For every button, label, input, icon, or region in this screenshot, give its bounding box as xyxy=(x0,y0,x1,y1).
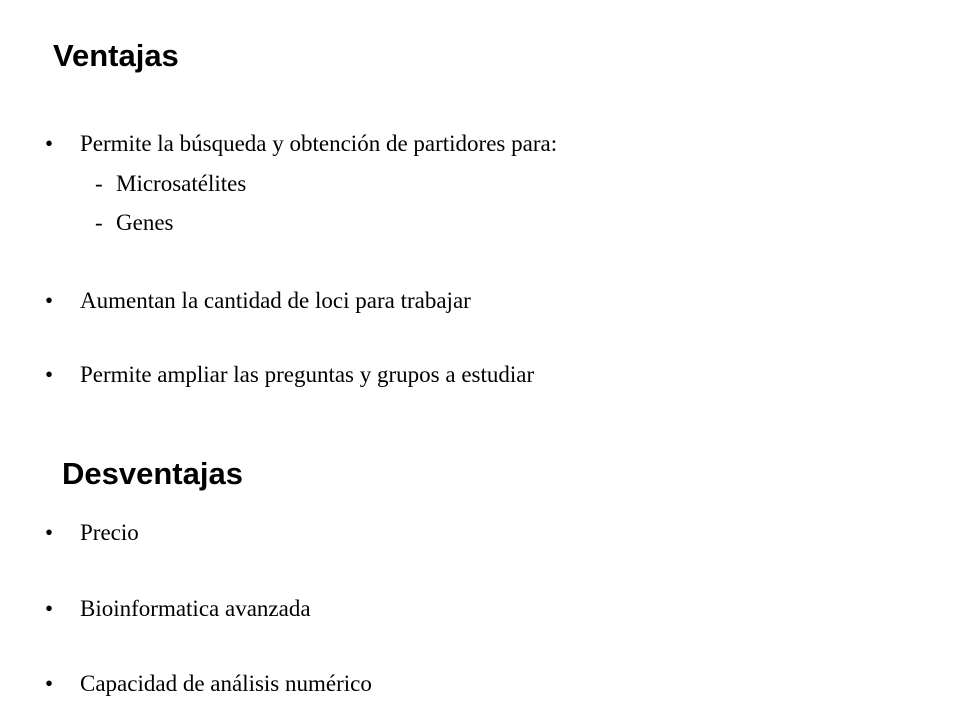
ventajas-subitem-1-text: Microsatélites xyxy=(116,171,247,196)
bullet-icon: • xyxy=(45,671,54,696)
ventajas-item-1-text: Permite la búsqueda y obtención de partidores para: xyxy=(80,131,558,156)
desventajas-item-1-text: Precio xyxy=(80,520,139,545)
dash-icon: - xyxy=(95,210,103,235)
ventajas-subitem-2-text: Genes xyxy=(116,210,174,235)
desventajas-heading: Desventajas xyxy=(62,456,243,491)
ventajas-heading: Ventajas xyxy=(53,38,179,73)
bullet-icon: • xyxy=(45,596,54,621)
desventajas-item-2-text: Bioinformatica avanzada xyxy=(80,596,311,621)
ventajas-item-2-text: Aumentan la cantidad de loci para trabajar xyxy=(80,288,471,313)
bullet-icon: • xyxy=(45,520,54,545)
bullet-icon: • xyxy=(45,288,54,313)
desventajas-item-3-text: Capacidad de análisis numérico xyxy=(80,671,372,696)
dash-icon: - xyxy=(95,171,103,196)
ventajas-item-3-text: Permite ampliar las preguntas y grupos a estudiar xyxy=(80,362,535,387)
bullet-icon: • xyxy=(45,131,54,156)
bullet-icon: • xyxy=(45,362,54,387)
